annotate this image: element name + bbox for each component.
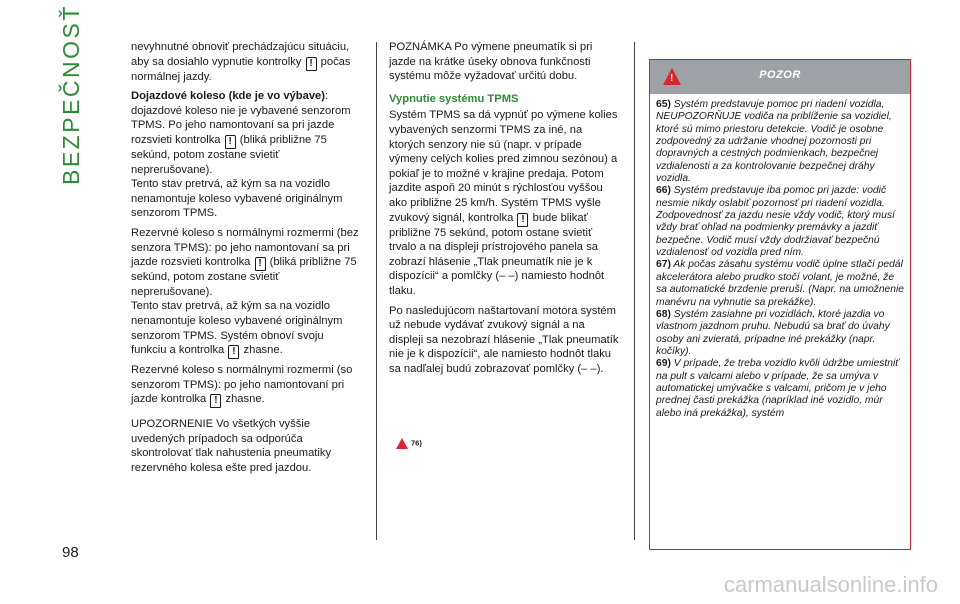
tpms-warning-icon: !	[255, 257, 266, 271]
warning-box-body	[650, 94, 910, 420]
warning-text: Systém predstavuje pomoc pri riadení vozidla, NEUPOZORŇUJE vodiča na priblíženie sa vozidiel, ktoré sú mimo priestoru detekcie. Vodič je osobne zodpovedný za udržanie vhodnej pozornosti pri dopravných a cestných podmienkach, bezpečnej vzdialenosti a za kontrolovanie bezpečnej dráhy vozidla.	[656, 99, 892, 185]
reference-number: 76)	[411, 438, 422, 448]
text: Tento stav pretrvá, až kým sa na vozidlo nenamontuje koleso vybavené originálnym senzorom TPMS. Systém obnoví svoju funkciu a kontrolka	[131, 300, 343, 357]
column-divider	[634, 42, 635, 540]
paragraph	[131, 89, 361, 177]
warning-box	[649, 59, 911, 550]
paragraph	[389, 108, 621, 298]
middle-column	[389, 40, 621, 381]
warning-text: Systém predstavuje iba pomoc pri jazde: vodič nesmie nikdy oslabiť pozornosť pri riadení vozidla. Zodpovednosť za jazdu nesie vždy vodič, ktorý musí vždy brať ohľad na podmienky premávky a jazdiť bezpečne. Vodič musí vždy dodržiavať bezpečnú vzdialenosť od vozidla pred ním.	[656, 185, 895, 259]
subheading: Dojazdové koleso (kde je vo výbave)	[131, 90, 325, 103]
warning-text: Systém zasiahne pri vozidlách, ktoré jazdia vo vlastnom jazdnom pruhu. Nebudú sa brať do úvahy osoby ani zvieratá, prípadne iné prekážky (napr. kočíky).	[656, 308, 890, 357]
text: zhasne.	[243, 344, 283, 357]
warning-item	[656, 309, 904, 358]
tpms-warning-icon: !	[517, 213, 528, 227]
paragraph: Po nasledujúcom naštartovaní motora systém už nebude vydávať zvukový signál a na displeji sa nezobrazí hlásenie „Tlak pneumatík nie je k dispozícii“, ale namiesto hodnôt tlaku sa nadľalej budú zobrazovať pomlčky (– –).	[389, 304, 619, 375]
tpms-warning-icon: !	[225, 135, 236, 149]
warning-reference	[396, 438, 422, 449]
warning-item	[656, 259, 904, 308]
text: (bliká približne 75 sekúnd, potom zostane svietiť neprerušovane).	[131, 133, 327, 176]
text: Systém TPMS sa dá vypnúť po výmene kolies vybavených senzormi TPMS za iné, na ktorých senzory nie sú (napr. v prípade výmeny celých kolies pred zimnou sezónou) a pokiaľ je to možné v krajine predaja. Potom jazdite aspoň 20 minút s rýchlosťou vyššou ako približne 25 km/h. Systém TPMS vyšle zvukový signál, kontrolka	[389, 109, 618, 224]
warning-number: 66)	[656, 185, 671, 197]
paragraph	[131, 226, 361, 299]
page-number: 98	[62, 544, 79, 561]
warning-box-header	[650, 60, 910, 94]
warning-number: 67)	[656, 259, 671, 271]
text: zhasne.	[225, 393, 265, 406]
tpms-warning-icon: !	[210, 394, 221, 408]
text: dojazdové koleso nie je vybavené senzorom TPMS. Po jeho namontovaní sa pri jazde rozsvieti kontrolka	[131, 104, 351, 146]
text: Rezervné koleso s normálnymi rozmermi (bez senzora TPMS): po jeho namontovaní sa pri jazde rozsvieti kontrolka	[131, 226, 359, 269]
warning-item	[656, 358, 904, 420]
warning-number: 65)	[656, 99, 671, 110]
warning-item	[656, 185, 904, 259]
paragraph: UPOZORNENIE Vo všetkých vyššie uvedených prípadoch sa odporúča skontrolovať tlak nahustenia pneumatiky rezervného kolesa ešte pred jazdou.	[131, 418, 332, 475]
warning-number: 68)	[656, 308, 671, 320]
warning-triangle-icon	[396, 438, 408, 449]
subheading: Vypnutie systému TPMS	[389, 92, 519, 105]
paragraph	[131, 299, 361, 358]
paragraph: POZNÁMKA Po výmene pneumatík si pri jazde na krátke úseky obnova funkčnosti systému môže vyžadovať určitú dobu.	[389, 41, 593, 83]
paragraph	[131, 40, 361, 84]
warning-text: Ak počas zásahu systému vodič úplne stlačí pedál akcelerátora alebo prudko stočí volant, je možné, že sa automatické brzdenie preruší. (Napr. na umožnenie manévru na vyhnutie sa prekážke).	[656, 259, 905, 308]
text: Rezervné koleso s normálnymi rozmermi (so senzorom TPMS): po jeho namontovaní pri jazde kontrolka	[131, 364, 353, 406]
column-divider	[376, 42, 377, 540]
text: bude blikať približne 75 sekúnd, potom ostane svietiť trvalo a na displeji prístrojového panela sa zobrazí hlásenie „Tlak pneumatík nie je k dispozícii“ a pomlčky (– –) namiesto hodnôt tlaku.	[389, 211, 605, 297]
watermark: carmanualsonline.info	[723, 572, 938, 597]
left-column	[131, 40, 361, 481]
tpms-warning-icon: !	[228, 345, 239, 359]
paragraph	[131, 363, 361, 407]
text: nevyhnutné obnoviť prechádzajúcu situáciu, aby sa dosiahlo vypnutie kontrolky	[131, 41, 350, 68]
section-title: BEZPEČNOSŤ	[58, 4, 84, 185]
warning-text: V prípade, že treba vozidlo kvôli údržbe umiestniť na pult s valcami alebo v prípade, že sa umýva v automatickej umývačke s valcami, pričom je v jeho prednej časti prekážka (napríklad iné vozidlo, múr alebo iná prekážka), systém	[656, 358, 899, 419]
warning-number: 69)	[656, 358, 671, 370]
text: (bliká približne 75 sekúnd, potom zostane svietiť neprerušovane).	[131, 256, 357, 298]
warning-box-title: POZOR	[759, 69, 801, 81]
text: :	[325, 90, 329, 103]
exclamation-mark: !	[670, 73, 674, 84]
tpms-warning-icon: !	[306, 57, 317, 71]
paragraph: Tento stav pretrvá, až kým sa na vozidlo nenamontuje koleso vybavené originálnym senzorom TPMS.	[131, 178, 343, 220]
text: počas normálnej jazdy.	[131, 55, 351, 83]
warning-item	[656, 99, 904, 185]
